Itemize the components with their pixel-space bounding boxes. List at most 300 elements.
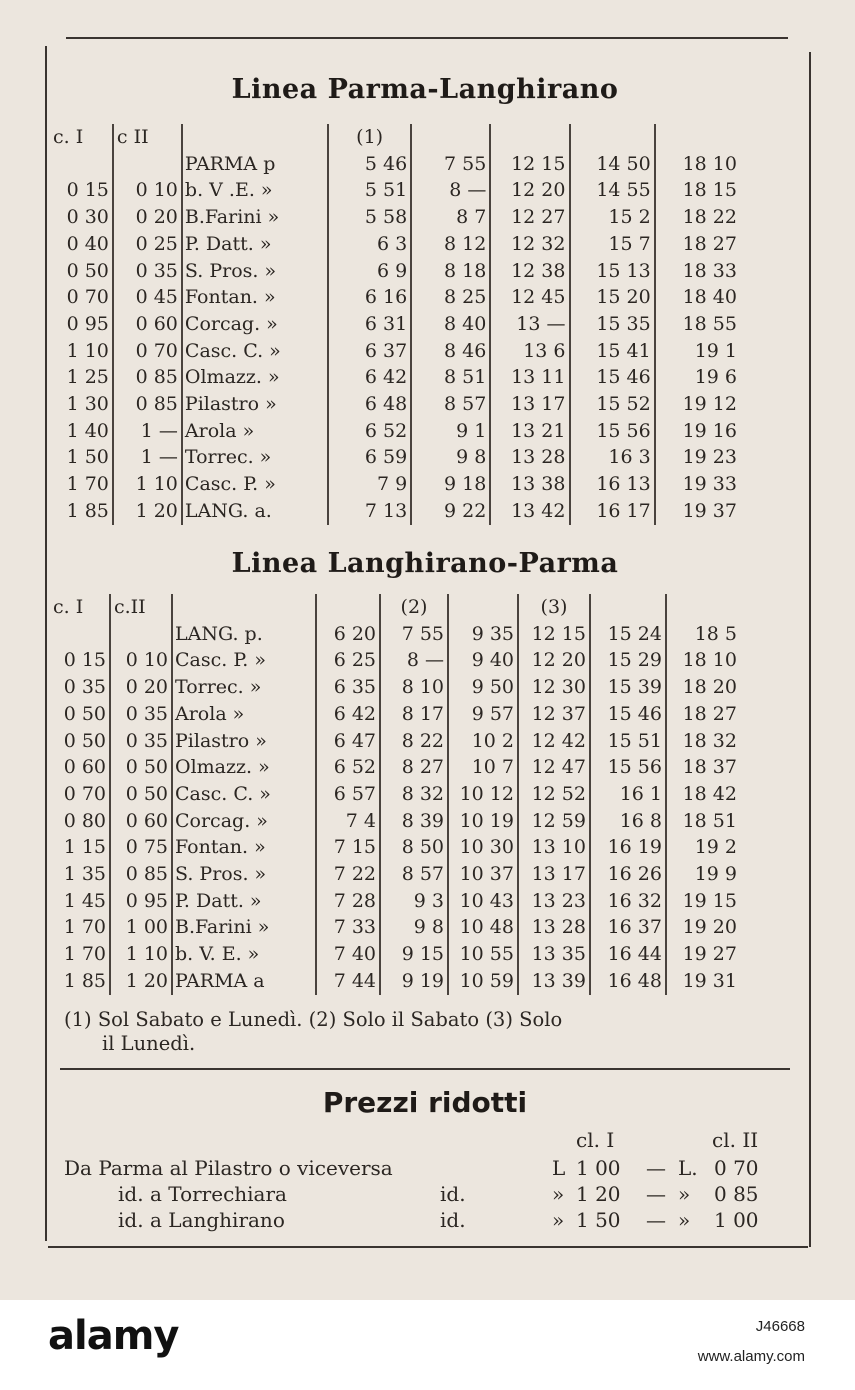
prezzi-route-b: a Torrechiara bbox=[150, 1182, 287, 1206]
time-cell: 9 3 bbox=[380, 888, 448, 915]
time-cell: 12 32 bbox=[490, 231, 569, 258]
time-cell: 16 26 bbox=[590, 861, 666, 888]
table-row bbox=[50, 914, 740, 941]
time-cell: 14 50 bbox=[570, 151, 655, 178]
fare-cell: 0 20 bbox=[110, 674, 172, 701]
station-cell: Pilastro » bbox=[182, 391, 328, 418]
prezzi-route-b: a Langhirano bbox=[150, 1208, 285, 1232]
fare-cell bbox=[50, 151, 113, 178]
fare-cell: 0 85 bbox=[113, 364, 182, 391]
time-cell: 16 3 bbox=[570, 444, 655, 471]
fare-cell: 1 70 bbox=[66, 473, 109, 496]
bottom-rule bbox=[48, 1246, 808, 1248]
prezzi-price1: 1 50 bbox=[576, 1208, 621, 1232]
prezzi-cur2: » bbox=[678, 1182, 691, 1206]
time-cell: 19 23 bbox=[655, 444, 740, 471]
time-cell: 6 57 bbox=[316, 781, 380, 808]
site-url: www.alamy.com bbox=[697, 1348, 805, 1365]
time-cell: 6 25 bbox=[316, 647, 380, 674]
time-cell: 10 48 bbox=[448, 914, 518, 941]
table-row bbox=[50, 498, 740, 525]
fare-cell: 0 40 bbox=[66, 232, 109, 255]
time-cell: 9 8 bbox=[380, 914, 448, 941]
time-cell: 16 48 bbox=[590, 968, 666, 995]
prezzi-price1: 1 00 bbox=[576, 1156, 621, 1180]
fare-cell: 0 50 bbox=[63, 729, 106, 752]
footnote-line2: il Lunedì. bbox=[102, 1032, 196, 1055]
time-cell: 19 15 bbox=[666, 888, 740, 915]
time-cell: 16 44 bbox=[590, 941, 666, 968]
time-cell: 14 55 bbox=[570, 177, 655, 204]
time-cell: 18 15 bbox=[655, 177, 740, 204]
fare-cell bbox=[50, 621, 110, 648]
fare-cell: 1 10 bbox=[66, 339, 109, 362]
prezzi-price2: 0 70 bbox=[714, 1156, 759, 1180]
time-cell: 19 2 bbox=[666, 834, 740, 861]
fare-cell: 0 35 bbox=[110, 728, 172, 755]
column-header: c. I bbox=[53, 126, 84, 148]
time-cell: 18 32 bbox=[666, 728, 740, 755]
time-cell: 13 23 bbox=[518, 888, 590, 915]
fare-cell: 0 50 bbox=[110, 754, 172, 781]
time-cell: 19 20 bbox=[666, 914, 740, 941]
time-cell: 19 31 bbox=[666, 968, 740, 995]
table-row bbox=[50, 647, 740, 674]
time-cell: 8 27 bbox=[380, 754, 448, 781]
station-cell: Arola » bbox=[182, 418, 328, 445]
time-cell: 16 8 bbox=[590, 808, 666, 835]
time-cell: 9 19 bbox=[380, 968, 448, 995]
time-cell: 19 16 bbox=[655, 418, 740, 445]
station-cell: Torrec. » bbox=[182, 444, 328, 471]
time-cell: 13 17 bbox=[518, 861, 590, 888]
fare-cell: 0 60 bbox=[113, 311, 182, 338]
time-cell: 8 46 bbox=[411, 338, 490, 365]
fare-cell: 0 50 bbox=[63, 702, 106, 725]
fare-cell: 1 70 bbox=[63, 943, 106, 966]
time-cell: 19 33 bbox=[655, 471, 740, 498]
fare-cell: 1 85 bbox=[63, 969, 106, 992]
time-cell: 6 52 bbox=[328, 418, 411, 445]
fare-cell: 1 85 bbox=[66, 499, 109, 522]
time-cell: 15 13 bbox=[570, 258, 655, 285]
prezzi-row bbox=[64, 1182, 794, 1208]
time-cell: 13 21 bbox=[490, 418, 569, 445]
alamy-logo: alamy bbox=[48, 1313, 179, 1359]
time-cell: 16 1 bbox=[590, 781, 666, 808]
time-cell: 7 22 bbox=[316, 861, 380, 888]
prezzi-dash: — bbox=[646, 1182, 666, 1206]
column-header bbox=[590, 594, 666, 621]
station-cell: Corcag. » bbox=[182, 311, 328, 338]
time-cell: 18 20 bbox=[666, 674, 740, 701]
fare-cell: 1 20 bbox=[113, 498, 182, 525]
time-cell: 19 9 bbox=[666, 861, 740, 888]
right-border bbox=[809, 52, 811, 1247]
fare-cell: 1 25 bbox=[66, 366, 109, 389]
table-row bbox=[50, 808, 740, 835]
time-cell: 13 — bbox=[490, 311, 569, 338]
time-cell: 7 13 bbox=[328, 498, 411, 525]
column-header bbox=[316, 594, 380, 621]
fare-cell: 0 60 bbox=[110, 808, 172, 835]
time-cell: 13 39 bbox=[518, 968, 590, 995]
time-cell: 15 24 bbox=[590, 621, 666, 648]
table-row bbox=[50, 444, 740, 471]
table-row bbox=[50, 311, 740, 338]
time-cell: 15 39 bbox=[590, 674, 666, 701]
column-header: c. I bbox=[53, 596, 84, 618]
fare-cell: 1 10 bbox=[113, 471, 182, 498]
table-row bbox=[50, 391, 740, 418]
time-cell: 18 22 bbox=[655, 204, 740, 231]
prezzi-dash: — bbox=[646, 1208, 666, 1232]
time-cell: 15 56 bbox=[590, 754, 666, 781]
time-cell: 8 39 bbox=[380, 808, 448, 835]
column-header bbox=[172, 594, 316, 621]
timetable-langhirano-parma bbox=[50, 594, 740, 995]
fare-cell: 1 — bbox=[113, 418, 182, 445]
time-cell: 12 15 bbox=[490, 151, 569, 178]
time-cell: 8 22 bbox=[380, 728, 448, 755]
station-cell: Pilastro » bbox=[172, 728, 316, 755]
time-cell: 6 35 bbox=[316, 674, 380, 701]
prezzi-price2: 1 00 bbox=[714, 1208, 759, 1232]
column-header: (3) bbox=[518, 594, 590, 621]
time-cell: 12 42 bbox=[518, 728, 590, 755]
station-cell: Casc. P. » bbox=[182, 471, 328, 498]
time-cell: 15 35 bbox=[570, 311, 655, 338]
table2-title: Linea Langhirano-Parma bbox=[231, 548, 619, 579]
fare-cell: 0 85 bbox=[110, 861, 172, 888]
time-cell: 8 12 bbox=[411, 231, 490, 258]
time-cell: 18 37 bbox=[666, 754, 740, 781]
time-cell: 15 7 bbox=[570, 231, 655, 258]
time-cell: 18 27 bbox=[666, 701, 740, 728]
prezzi-price2: 0 85 bbox=[714, 1182, 759, 1206]
prezzi-cur1: L bbox=[552, 1156, 566, 1180]
time-cell: 7 33 bbox=[316, 914, 380, 941]
time-cell: 15 52 bbox=[570, 391, 655, 418]
time-cell: 6 42 bbox=[316, 701, 380, 728]
fare-cell: 0 15 bbox=[63, 649, 106, 672]
fare-cell: 1 40 bbox=[66, 419, 109, 442]
table-row bbox=[50, 968, 740, 995]
time-cell: 19 1 bbox=[655, 338, 740, 365]
time-cell: 18 42 bbox=[666, 781, 740, 808]
time-cell: 15 20 bbox=[570, 284, 655, 311]
time-cell: 10 7 bbox=[448, 754, 518, 781]
fare-cell: 0 35 bbox=[63, 676, 106, 699]
prezzi-row bbox=[64, 1208, 794, 1234]
time-cell: 6 20 bbox=[316, 621, 380, 648]
table-row bbox=[50, 941, 740, 968]
fare-cell: 0 35 bbox=[110, 701, 172, 728]
time-cell: 8 — bbox=[380, 647, 448, 674]
column-header bbox=[182, 124, 328, 151]
time-cell: 6 48 bbox=[328, 391, 411, 418]
time-cell: 10 43 bbox=[448, 888, 518, 915]
station-cell: Arola » bbox=[172, 701, 316, 728]
fare-cell: 1 — bbox=[113, 444, 182, 471]
time-cell: 18 10 bbox=[666, 647, 740, 674]
time-cell: 10 2 bbox=[448, 728, 518, 755]
time-cell: 10 55 bbox=[448, 941, 518, 968]
prezzi-route-a: id. bbox=[118, 1208, 144, 1232]
footnote-line1: (1) Sol Sabato e Lunedì. (2) Solo il Sabato (3) Solo bbox=[64, 1008, 563, 1031]
prezzi-idem: id. bbox=[440, 1182, 466, 1206]
table-row bbox=[50, 861, 740, 888]
fare-cell: 0 15 bbox=[66, 179, 109, 202]
top-rule bbox=[66, 37, 788, 39]
time-cell: 7 40 bbox=[316, 941, 380, 968]
prezzi-title: Prezzi ridotti bbox=[322, 1086, 528, 1119]
time-cell: 16 19 bbox=[590, 834, 666, 861]
fare-cell: 0 20 bbox=[113, 204, 182, 231]
prezzi-row bbox=[64, 1156, 794, 1182]
station-cell: PARMA a bbox=[172, 968, 316, 995]
prezzi-idem: id. bbox=[440, 1208, 466, 1232]
fare-cell: 0 80 bbox=[63, 809, 106, 832]
time-cell: 15 29 bbox=[590, 647, 666, 674]
table-row bbox=[50, 364, 740, 391]
time-cell: 8 50 bbox=[380, 834, 448, 861]
time-cell: 18 5 bbox=[666, 621, 740, 648]
column-header: (2) bbox=[380, 594, 448, 621]
time-cell: 9 35 bbox=[448, 621, 518, 648]
column-header bbox=[570, 124, 655, 151]
station-cell: b. V. E. » bbox=[172, 941, 316, 968]
time-cell: 12 20 bbox=[518, 647, 590, 674]
time-cell: 5 51 bbox=[328, 177, 411, 204]
time-cell: 13 28 bbox=[490, 444, 569, 471]
time-cell: 6 42 bbox=[328, 364, 411, 391]
station-cell: Fontan. » bbox=[182, 284, 328, 311]
table1-title: Linea Parma-Langhirano bbox=[231, 74, 619, 105]
time-cell: 12 20 bbox=[490, 177, 569, 204]
time-cell: 6 52 bbox=[316, 754, 380, 781]
table-row bbox=[50, 177, 740, 204]
time-cell: 18 55 bbox=[655, 311, 740, 338]
fare-cell: 0 70 bbox=[66, 286, 109, 309]
column-header: (1) bbox=[328, 124, 411, 151]
time-cell: 10 19 bbox=[448, 808, 518, 835]
time-cell: 9 1 bbox=[411, 418, 490, 445]
station-cell: P. Datt. » bbox=[172, 888, 316, 915]
time-cell: 7 55 bbox=[380, 621, 448, 648]
time-cell: 12 47 bbox=[518, 754, 590, 781]
fare-cell: 1 30 bbox=[66, 393, 109, 416]
time-cell: 13 6 bbox=[490, 338, 569, 365]
time-cell: 13 10 bbox=[518, 834, 590, 861]
prezzi-price1: 1 20 bbox=[576, 1182, 621, 1206]
time-cell: 8 51 bbox=[411, 364, 490, 391]
time-cell: 9 57 bbox=[448, 701, 518, 728]
table-row bbox=[50, 781, 740, 808]
timetable-parma-langhirano bbox=[50, 124, 740, 525]
fare-cell bbox=[110, 621, 172, 648]
time-cell: 8 — bbox=[411, 177, 490, 204]
time-cell: 12 15 bbox=[518, 621, 590, 648]
time-cell: 13 28 bbox=[518, 914, 590, 941]
prezzi-header bbox=[64, 1128, 794, 1154]
time-cell: 5 46 bbox=[328, 151, 411, 178]
table-row bbox=[50, 151, 740, 178]
time-cell: 15 56 bbox=[570, 418, 655, 445]
time-cell: 13 17 bbox=[490, 391, 569, 418]
time-cell: 9 22 bbox=[411, 498, 490, 525]
fare-cell bbox=[113, 151, 182, 178]
time-cell: 8 57 bbox=[380, 861, 448, 888]
station-cell: Olmazz. » bbox=[182, 364, 328, 391]
time-cell: 16 37 bbox=[590, 914, 666, 941]
time-cell: 10 12 bbox=[448, 781, 518, 808]
fare-cell: 1 50 bbox=[66, 446, 109, 469]
station-cell: LANG. p. bbox=[172, 621, 316, 648]
station-cell: B.Farini » bbox=[172, 914, 316, 941]
time-cell: 8 32 bbox=[380, 781, 448, 808]
time-cell: 13 35 bbox=[518, 941, 590, 968]
time-cell: 10 59 bbox=[448, 968, 518, 995]
col2-header: cl. II bbox=[712, 1128, 759, 1152]
time-cell: 9 50 bbox=[448, 674, 518, 701]
time-cell: 19 12 bbox=[655, 391, 740, 418]
time-cell: 18 33 bbox=[655, 258, 740, 285]
time-cell: 7 9 bbox=[328, 471, 411, 498]
fare-cell: 1 15 bbox=[63, 836, 106, 859]
col1-header: cl. I bbox=[576, 1128, 615, 1152]
time-cell: 12 30 bbox=[518, 674, 590, 701]
station-cell: Casc. C. » bbox=[172, 781, 316, 808]
time-cell: 6 31 bbox=[328, 311, 411, 338]
time-cell: 18 51 bbox=[666, 808, 740, 835]
time-cell: 7 44 bbox=[316, 968, 380, 995]
time-cell: 6 3 bbox=[328, 231, 411, 258]
time-cell: 7 4 bbox=[316, 808, 380, 835]
table-row bbox=[50, 258, 740, 285]
time-cell: 10 30 bbox=[448, 834, 518, 861]
prezzi-cur1: » bbox=[552, 1208, 565, 1232]
column-header bbox=[490, 124, 569, 151]
time-cell: 15 51 bbox=[590, 728, 666, 755]
image-id: J46668 bbox=[755, 1318, 805, 1335]
station-cell: b. V .E. » bbox=[182, 177, 328, 204]
fare-cell: 0 50 bbox=[66, 259, 109, 282]
time-cell: 6 16 bbox=[328, 284, 411, 311]
time-cell: 12 52 bbox=[518, 781, 590, 808]
table-row bbox=[50, 674, 740, 701]
prezzi-cur1: » bbox=[552, 1182, 565, 1206]
column-header: c.II bbox=[110, 594, 172, 621]
time-cell: 18 27 bbox=[655, 231, 740, 258]
fare-cell: 0 30 bbox=[66, 206, 109, 229]
table-row bbox=[50, 754, 740, 781]
table-row bbox=[50, 204, 740, 231]
time-cell: 12 45 bbox=[490, 284, 569, 311]
table-row bbox=[50, 231, 740, 258]
fare-cell: 0 95 bbox=[66, 312, 109, 335]
time-cell: 8 57 bbox=[411, 391, 490, 418]
table-row bbox=[50, 621, 740, 648]
prezzi-cur2: L. bbox=[678, 1156, 698, 1180]
time-cell: 6 47 bbox=[316, 728, 380, 755]
time-cell: 7 55 bbox=[411, 151, 490, 178]
fare-cell: 1 35 bbox=[63, 863, 106, 886]
time-cell: 12 38 bbox=[490, 258, 569, 285]
fare-cell: 1 20 bbox=[110, 968, 172, 995]
time-cell: 7 28 bbox=[316, 888, 380, 915]
time-cell: 12 37 bbox=[518, 701, 590, 728]
fare-cell: 0 95 bbox=[110, 888, 172, 915]
time-cell: 15 46 bbox=[570, 364, 655, 391]
station-cell: Fontan. » bbox=[172, 834, 316, 861]
station-cell: P. Datt. » bbox=[182, 231, 328, 258]
time-cell: 7 15 bbox=[316, 834, 380, 861]
station-cell: B.Farini » bbox=[182, 204, 328, 231]
time-cell: 8 25 bbox=[411, 284, 490, 311]
station-cell: LANG. a. bbox=[182, 498, 328, 525]
time-cell: 13 11 bbox=[490, 364, 569, 391]
time-cell: 18 10 bbox=[655, 151, 740, 178]
time-cell: 16 17 bbox=[570, 498, 655, 525]
column-header bbox=[411, 124, 490, 151]
station-cell: S. Pros. » bbox=[182, 258, 328, 285]
time-cell: 9 18 bbox=[411, 471, 490, 498]
fare-cell: 1 45 bbox=[63, 889, 106, 912]
prezzi-dash: — bbox=[646, 1156, 666, 1180]
fare-cell: 1 00 bbox=[110, 914, 172, 941]
time-cell: 12 27 bbox=[490, 204, 569, 231]
prezzi-route-a: Da Parma al Pilastro o viceversa bbox=[64, 1156, 393, 1180]
table-row bbox=[50, 834, 740, 861]
fare-cell: 0 10 bbox=[110, 647, 172, 674]
time-cell: 6 9 bbox=[328, 258, 411, 285]
fare-cell: 0 50 bbox=[110, 781, 172, 808]
time-cell: 8 18 bbox=[411, 258, 490, 285]
table-row bbox=[50, 284, 740, 311]
time-cell: 9 15 bbox=[380, 941, 448, 968]
time-cell: 13 38 bbox=[490, 471, 569, 498]
table-row bbox=[50, 888, 740, 915]
time-cell: 15 46 bbox=[590, 701, 666, 728]
time-cell: 10 37 bbox=[448, 861, 518, 888]
time-cell: 13 42 bbox=[490, 498, 569, 525]
time-cell: 16 13 bbox=[570, 471, 655, 498]
column-header bbox=[655, 124, 740, 151]
table-row bbox=[50, 701, 740, 728]
time-cell: 15 2 bbox=[570, 204, 655, 231]
fare-cell: 0 70 bbox=[63, 782, 106, 805]
fare-cell: 0 45 bbox=[113, 284, 182, 311]
time-cell: 6 59 bbox=[328, 444, 411, 471]
prezzi-cur2: » bbox=[678, 1208, 691, 1232]
time-cell: 19 27 bbox=[666, 941, 740, 968]
station-cell: Olmazz. » bbox=[172, 754, 316, 781]
header-row bbox=[50, 594, 740, 621]
table-row bbox=[50, 728, 740, 755]
table-row bbox=[50, 471, 740, 498]
fare-cell: 0 60 bbox=[63, 756, 106, 779]
time-cell: 9 8 bbox=[411, 444, 490, 471]
table-row bbox=[50, 418, 740, 445]
time-cell: 19 6 bbox=[655, 364, 740, 391]
fare-cell: 0 10 bbox=[113, 177, 182, 204]
fare-cell: 1 70 bbox=[63, 916, 106, 939]
fare-cell: 0 70 bbox=[113, 338, 182, 365]
header-row bbox=[50, 124, 740, 151]
time-cell: 8 17 bbox=[380, 701, 448, 728]
time-cell: 18 40 bbox=[655, 284, 740, 311]
